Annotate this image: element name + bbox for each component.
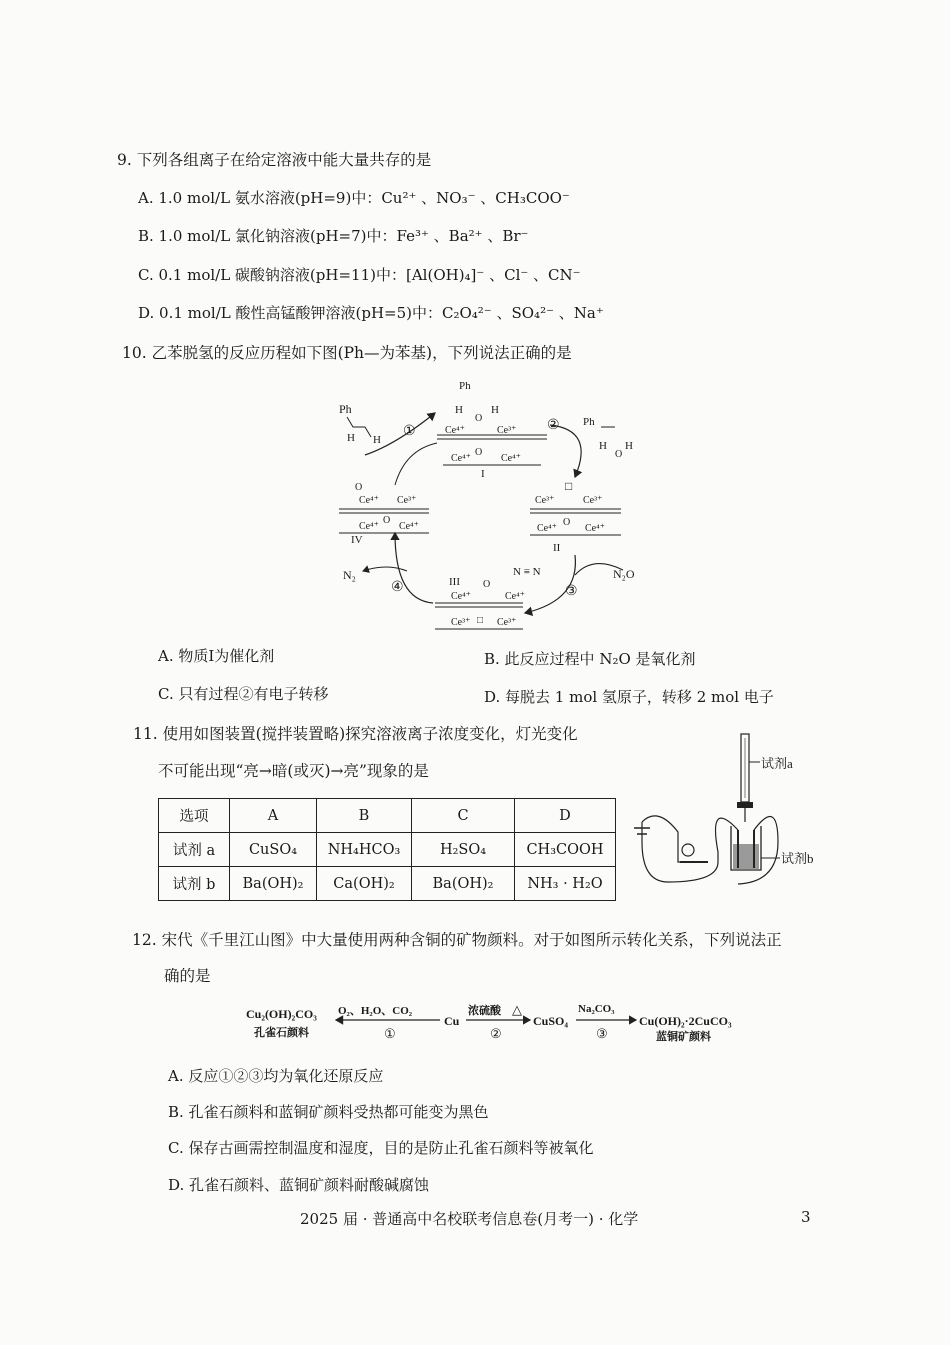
- svg-text:O: O: [483, 579, 491, 590]
- table-header-row: 选项 A B C D: [159, 799, 616, 833]
- svg-text:Cu₂(OH)₂CO₃: Cu₂(OH)₂CO₃: [246, 1007, 317, 1021]
- svg-text:H: H: [491, 404, 499, 416]
- footer-title: 2025 届 · 普通高中名校联考信息卷(月考一) · 化学: [300, 1210, 639, 1228]
- svg-text:Ce⁴⁺: Ce⁴⁺: [451, 453, 471, 464]
- svg-text:③: ③: [596, 1026, 608, 1041]
- q9-option-b: B. 1.0 mol/L 氯化钠溶液(pH=7)中：Fe³⁺ 、Ba²⁺ 、Br⁻: [138, 227, 529, 245]
- q10-option-b: B. 此反应过程中 N₂O 是氧化剂: [484, 650, 696, 668]
- q10-option-a: A. 物质Ⅰ为催化剂: [158, 647, 275, 665]
- q12-option-d: D. 孔雀石颜料、蓝铜矿颜料耐酸碱腐蚀: [168, 1176, 430, 1194]
- svg-text:Na₂CO₃: Na₂CO₃: [578, 1003, 615, 1015]
- q10-stem: 10. 乙苯脱氢的反应历程如下图(Ph—为苯基)，下列说法正确的是: [122, 344, 572, 362]
- svg-text:△: △: [512, 1002, 522, 1017]
- svg-text:Ce⁴⁺: Ce⁴⁺: [359, 521, 379, 532]
- step3-label: ③: [565, 584, 578, 599]
- reaction-mechanism-diagram: [325, 375, 655, 635]
- q9-option-c: C. 0.1 mol/L 碳酸钠溶液(pH=11)中：[Al(OH)₄]⁻ 、Cl⁻ 、CN⁻: [138, 266, 581, 284]
- conductivity-apparatus: [628, 732, 828, 892]
- svg-text:Ce³⁺: Ce³⁺: [397, 495, 417, 506]
- svg-text:Ph: Ph: [459, 380, 471, 392]
- q12-option-c: C. 保存古画需控制温度和湿度，目的是防止孔雀石颜料等被氧化: [168, 1139, 594, 1157]
- svg-text:Ce³⁺: Ce³⁺: [497, 617, 517, 628]
- svg-text:Ce⁴⁺: Ce⁴⁺: [399, 521, 419, 532]
- svg-text:①: ①: [384, 1026, 396, 1041]
- reagent-a-label: 试剂a: [761, 756, 793, 771]
- svg-text:N ≡ N: N ≡ N: [513, 566, 541, 578]
- svg-text:H: H: [347, 432, 355, 444]
- svg-text:浓硫酸: 浓硫酸: [468, 1005, 501, 1017]
- species-i-label: I: [481, 468, 485, 480]
- q11-table: [158, 798, 616, 901]
- page-number: 3: [801, 1208, 811, 1226]
- svg-text:Ce⁴⁺: Ce⁴⁺: [585, 523, 605, 534]
- q9-stem: 9. 下列各组离子在给定溶液中能大量共存的是: [117, 151, 432, 169]
- q10-option-d: D. 每脱去 1 mol 氢原子，转移 2 mol 电子: [484, 688, 774, 706]
- svg-text:Cu(OH)₂·2CuCO₃: Cu(OH)₂·2CuCO₃: [639, 1014, 732, 1028]
- step2-label: ②: [547, 418, 560, 433]
- svg-text:蓝铜矿颜料: 蓝铜矿颜料: [656, 1031, 711, 1043]
- svg-text:O: O: [475, 413, 483, 424]
- svg-text:□: □: [477, 615, 484, 626]
- reagent-b-label: 试剂b: [781, 851, 814, 866]
- svg-text:N₂: N₂: [343, 568, 356, 582]
- svg-text:Ce⁴⁺: Ce⁴⁺: [451, 591, 471, 602]
- svg-text:②: ②: [490, 1026, 502, 1041]
- svg-text:O: O: [475, 447, 483, 458]
- svg-text:O₂、H₂O、CO₂: O₂、H₂O、CO₂: [338, 1005, 413, 1017]
- q12-stem-line1: 12. 宋代《千里江山图》中大量使用两种含铜的矿物颜料。对于如图所示转化关系，下列说法正: [132, 931, 782, 949]
- table-row: 试剂 b Ba(OH)₂ Ca(OH)₂ Ba(OH)₂ NH₃ · H₂O: [159, 867, 616, 901]
- svg-text:□: □: [565, 479, 573, 493]
- svg-text:O: O: [563, 517, 571, 528]
- svg-text:Ce³⁺: Ce³⁺: [451, 617, 471, 628]
- q10-option-c: C. 只有过程②有电子转移: [158, 685, 329, 703]
- svg-text:O: O: [383, 515, 391, 526]
- svg-text:O: O: [355, 482, 363, 493]
- svg-text:N₂O: N₂O: [613, 567, 635, 581]
- step4-label: ④: [391, 580, 404, 595]
- q12-stem-line2: 确的是: [164, 967, 211, 985]
- species-iii-label: III: [449, 576, 460, 588]
- svg-text:Ce⁴⁺: Ce⁴⁺: [359, 495, 379, 506]
- svg-text:H: H: [373, 434, 381, 446]
- q12-option-b: B. 孔雀石颜料和蓝铜矿颜料受热都可能变为黑色: [168, 1103, 489, 1121]
- svg-text:Cu: Cu: [444, 1014, 460, 1028]
- svg-text:Ce⁴⁺: Ce⁴⁺: [505, 591, 525, 602]
- svg-text:Ce³⁺: Ce³⁺: [535, 495, 555, 506]
- svg-text:H: H: [599, 440, 607, 452]
- q11-stem-line2: 不可能出现“亮→暗(或灭)→亮”现象的是: [158, 762, 429, 780]
- conversion-scheme: [240, 998, 760, 1048]
- species-ii-label: II: [553, 542, 561, 554]
- ph-label-in: Ph: [339, 402, 352, 416]
- svg-text:H: H: [625, 440, 633, 452]
- svg-text:H: H: [455, 404, 463, 416]
- svg-text:Ce³⁺: Ce³⁺: [583, 495, 603, 506]
- q9-option-d: D. 0.1 mol/L 酸性高锰酸钾溶液(pH=5)中：C₂O₄²⁻ 、SO₄²⁻ 、Na⁺: [138, 304, 604, 322]
- svg-text:Ce⁴⁺: Ce⁴⁺: [501, 453, 521, 464]
- svg-text:Ce⁴⁺: Ce⁴⁺: [537, 523, 557, 534]
- q11-stem-line1: 11. 使用如图装置(搅拌装置略)探究溶液离子浓度变化，灯光变化: [133, 725, 578, 743]
- svg-text:O: O: [615, 449, 623, 460]
- svg-text:CuSO₄: CuSO₄: [533, 1014, 568, 1028]
- step1-label: ①: [403, 424, 416, 439]
- q12-option-a: A. 反应①②③均为氧化还原反应: [168, 1067, 384, 1085]
- svg-text:Ph: Ph: [583, 416, 595, 428]
- svg-text:孔雀石颜料: 孔雀石颜料: [254, 1027, 309, 1039]
- table-row: 试剂 a CuSO₄ NH₄HCO₃ H₂SO₄ CH₃COOH: [159, 833, 616, 867]
- species-iv-label: IV: [351, 534, 363, 546]
- svg-text:Ce⁴⁺: Ce⁴⁺: [445, 425, 465, 436]
- svg-text:Ce³⁺: Ce³⁺: [497, 425, 517, 436]
- q9-option-a: A. 1.0 mol/L 氨水溶液(pH=9)中：Cu²⁺ 、NO₃⁻ 、CH₃COO⁻: [138, 189, 570, 207]
